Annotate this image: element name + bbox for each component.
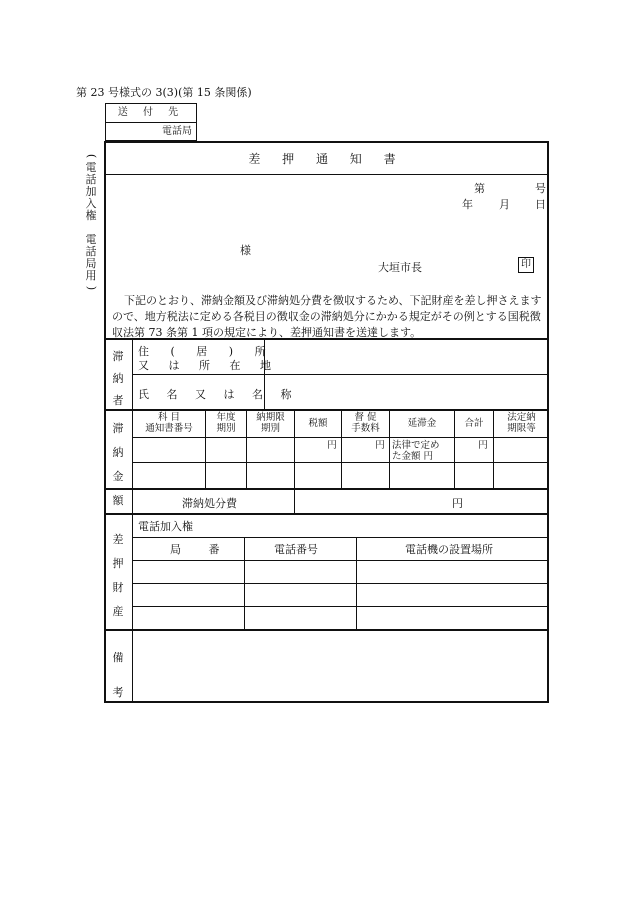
rule-title [104, 174, 549, 175]
addressee-suffix: 様 [240, 244, 251, 257]
form-title: 差 押 通 知 書 [248, 152, 405, 166]
sender-box [105, 103, 197, 141]
col-office-head: 局 番 [170, 543, 232, 556]
col-total-head: 合計 [464, 418, 484, 429]
rule-section-col [132, 338, 133, 703]
yen-total: 円 [478, 440, 488, 451]
late-note: 法律で定め た金額 円 [392, 440, 440, 462]
issuer: 大垣市長 [378, 261, 422, 274]
side-note: ( 電 話 加 入 権 電 話 局 用 ) [85, 153, 98, 291]
rule-delinquent [104, 409, 549, 411]
col-due-head: 納期限 期別 [256, 412, 285, 434]
address-label-2: 又 は 所 在 地 [138, 359, 279, 372]
rule-proc-fee [104, 513, 549, 515]
col-fee-head: 督 促 手数料 [351, 412, 380, 434]
col-item-head: 科 目 通知書番号 [145, 412, 193, 434]
date-year: 年 [462, 198, 473, 211]
rule-prop-4 [133, 606, 549, 607]
col-legal-head: 法定納 期限等 [507, 412, 536, 434]
phone-right-label: 電話加入権 [138, 520, 193, 533]
rule-property [104, 629, 549, 631]
section-property: 差 押 財 産 [112, 533, 124, 618]
recipient-label: 送 付 先 [106, 104, 196, 123]
seal-mark: 印 [518, 257, 534, 273]
form-id: 第 23 号様式の 3(3)(第 15 条関係) [76, 86, 252, 99]
section-amount: 滞 納 金 額 [112, 422, 124, 507]
proc-fee-label: 滞納処分費 [182, 497, 237, 510]
office-label: 電話局 [162, 126, 192, 137]
yen-tax: 円 [327, 440, 337, 451]
rule-prop-3 [133, 583, 549, 584]
rule-prop-1 [133, 537, 549, 538]
section-remarks: 備 考 [112, 651, 124, 699]
col-late-head: 延滞金 [407, 418, 437, 429]
col-tax-head: 税額 [308, 418, 328, 429]
col-year-head: 年度 期別 [216, 412, 236, 434]
doc-number-go: 号 [535, 182, 546, 195]
yen-fee: 円 [375, 440, 385, 451]
rule-amount-body [104, 488, 549, 490]
col-phone [244, 537, 245, 630]
date-month: 月 [499, 198, 510, 211]
proc-fee-yen: 円 [452, 497, 463, 510]
name-label: 氏 名 又 は 名 称 [138, 388, 299, 401]
rule-prop-2 [133, 560, 549, 561]
rule-address [133, 374, 549, 375]
col-place [356, 537, 357, 630]
date-day: 日 [535, 198, 546, 211]
col-phone-head: 電話番号 [274, 543, 318, 556]
col-place-head: 電話機の設置場所 [405, 543, 493, 556]
doc-number-dai: 第 [474, 182, 485, 195]
address-label-1: 住 ( 居 ) 所 [138, 345, 275, 358]
section-delinquent: 滞 納 者 [112, 350, 124, 407]
notice-text: 下記のとおり、滞納金額及び滞納処分費を徴収するため、下記財産を差し押さえますので、地方税法に定める各税目の徴収金の滞納処分にかかる規定がその例とする国税徴収法第 73 条第 1 項の規定により、差押通知書を送達します。 [112, 294, 542, 339]
